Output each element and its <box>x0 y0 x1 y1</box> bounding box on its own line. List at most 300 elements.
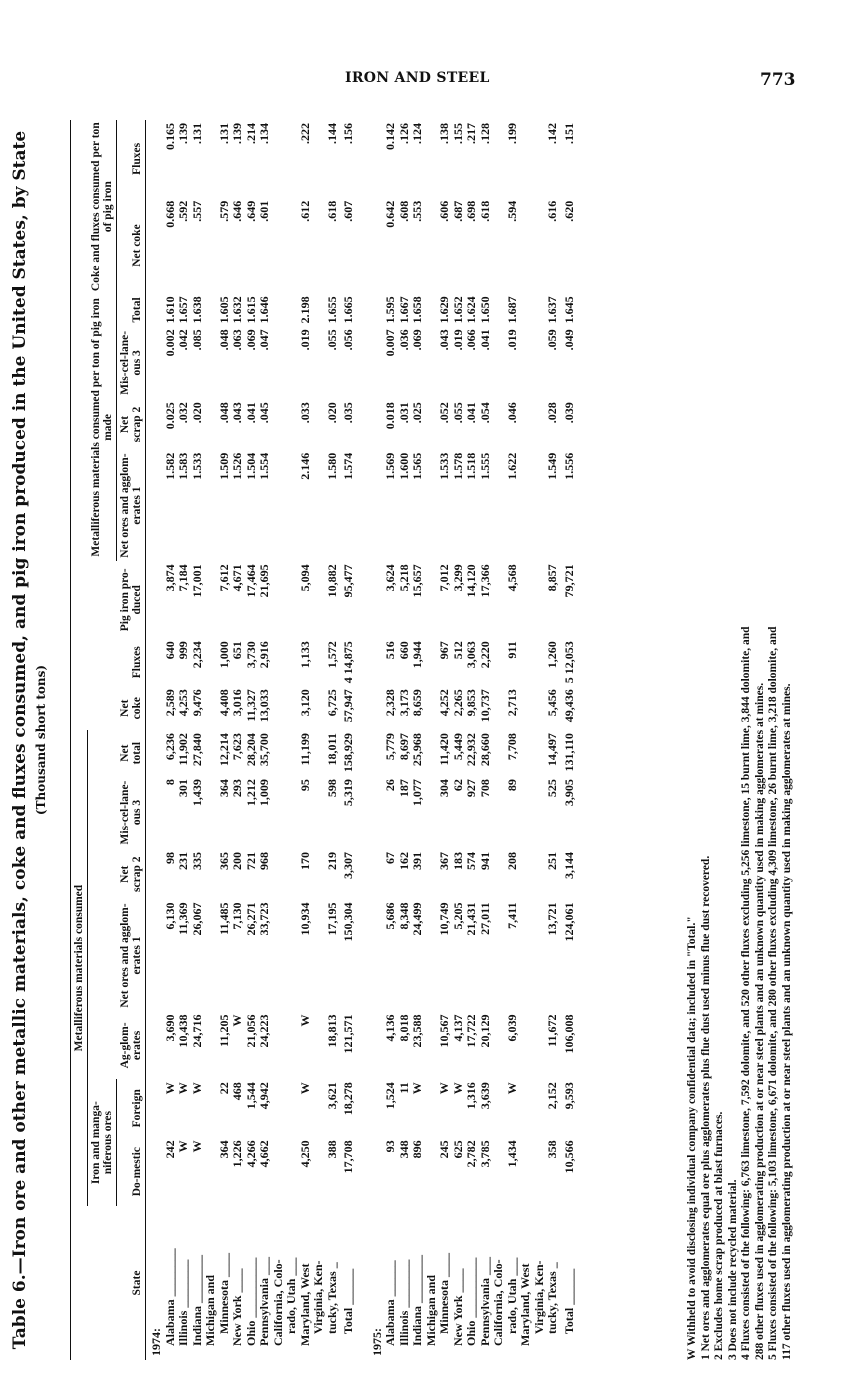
value-cell <box>492 900 506 1012</box>
value-cell <box>519 326 533 399</box>
value-cell: 2,234 <box>189 641 204 669</box>
value-cell: 27,011 <box>477 902 492 935</box>
footnote: W Withheld to avoid disclosing individual company confidential data; included in "Total." <box>686 916 698 1360</box>
value-cell: W <box>162 1082 177 1095</box>
value-cell <box>533 1012 547 1080</box>
value-cell: 1.600 <box>396 452 411 480</box>
value-cell: 1.582 <box>162 452 177 480</box>
table-row <box>533 120 547 1360</box>
value-cell <box>204 198 218 294</box>
value-cell: .616 <box>545 200 560 222</box>
value-cell <box>492 1079 506 1137</box>
value-cell: 10,737 <box>477 689 492 723</box>
state-cell: Virginia, Ken- <box>531 1260 546 1334</box>
value-cell: 1.554 <box>257 452 272 480</box>
value-cell: 0.018 <box>383 402 398 430</box>
table-row <box>258 120 272 1360</box>
value-cell: 2.146 <box>297 452 312 480</box>
value-cell <box>519 730 533 776</box>
total-value-cell: .056 <box>341 329 356 351</box>
value-cell: 14,120 <box>464 564 479 598</box>
value-cell <box>312 686 326 730</box>
value-cell: 17,722 <box>464 1014 479 1048</box>
value-cell: 6,725 <box>324 689 339 717</box>
state-cell: Illinois ________ <box>396 1259 411 1346</box>
state-cell: Minnesota ____ <box>216 1253 231 1334</box>
table-row <box>492 120 506 1360</box>
state-cell: Maryland, West <box>297 1263 312 1346</box>
value-cell <box>425 1012 439 1080</box>
value-cell: .019 <box>504 329 519 351</box>
value-cell: 1.580 <box>324 452 339 480</box>
table-row <box>312 120 326 1360</box>
value-cell: 1.569 <box>383 452 398 480</box>
value-cell: .025 <box>410 402 425 424</box>
state-cell: Virginia, Ken- <box>311 1260 326 1334</box>
value-cell <box>204 900 218 1012</box>
total-value-cell: 1.556 <box>561 452 576 480</box>
value-cell <box>425 1079 439 1137</box>
value-cell: 1,212 <box>243 779 258 807</box>
value-cell: 388 <box>324 1140 339 1159</box>
value-cell: 8,348 <box>396 902 411 930</box>
value-cell <box>272 450 286 562</box>
value-cell: 1.629 <box>437 296 452 324</box>
value-cell <box>519 900 533 1012</box>
total-value-cell: 9,593 <box>561 1082 576 1110</box>
table-row <box>479 120 493 1360</box>
value-cell: 9,853 <box>464 689 479 717</box>
value-cell: 11,672 <box>545 1014 560 1047</box>
value-cell: 7,708 <box>504 733 519 761</box>
value-cell <box>533 399 547 450</box>
value-cell: 20,129 <box>477 1014 492 1048</box>
group-iron-ores: Iron and manga-niferous ores <box>88 1079 117 1206</box>
table-header <box>71 120 146 1360</box>
value-cell <box>492 120 506 198</box>
col-net-total: Net total <box>119 741 144 765</box>
value-cell: 62 <box>450 779 465 792</box>
state-cell: New York ____ <box>450 1268 465 1346</box>
value-cell <box>425 399 439 450</box>
value-cell: .059 <box>545 329 560 351</box>
value-cell <box>312 849 326 900</box>
value-cell: .199 <box>504 123 519 144</box>
state-cell: Indiana ________ <box>189 1254 204 1346</box>
value-cell: 7,130 <box>230 902 245 930</box>
value-cell: 1.555 <box>477 452 492 480</box>
value-cell: 8 <box>162 779 177 786</box>
value-cell: 1,524 <box>383 1082 398 1110</box>
value-cell: 35,700 <box>257 733 272 767</box>
value-cell: 640 <box>162 641 177 660</box>
value-cell: 4,568 <box>504 564 519 592</box>
value-cell: 525 <box>545 779 560 798</box>
col-pt-misc: Mis-cel-lane-ous 3 <box>119 330 144 395</box>
value-cell: 242 <box>162 1140 177 1159</box>
value-cell: 1,226 <box>230 1140 245 1168</box>
col-agglomerates: Ag-glom-erates <box>119 1022 144 1069</box>
value-cell: W <box>176 1082 191 1095</box>
value-cell <box>519 450 533 562</box>
footnote: 3 Does not include recycled material. <box>726 1179 739 1360</box>
value-cell: 3,874 <box>162 564 177 592</box>
value-cell: 26 <box>383 779 398 792</box>
total-value-cell: 3,307 <box>341 851 356 879</box>
value-cell: 11,327 <box>243 689 258 722</box>
year-row <box>146 120 164 1360</box>
value-cell <box>285 900 299 1012</box>
value-cell: .557 <box>189 200 204 222</box>
value-cell: 7,411 <box>504 902 519 929</box>
col-misc: Mis-cel-lane-ous 3 <box>119 780 144 845</box>
value-cell: .069 <box>243 329 258 351</box>
state-cell: tucky, Texas _ <box>324 1262 339 1334</box>
total-value-cell: .620 <box>561 200 576 222</box>
value-cell <box>533 120 547 198</box>
value-cell: .041 <box>464 402 479 424</box>
value-cell: .041 <box>243 402 258 424</box>
value-cell: 1.504 <box>243 452 258 480</box>
value-cell: 1,544 <box>243 1082 258 1110</box>
total-value-cell: 3,905 <box>561 779 576 807</box>
total-value-cell: 1.645 <box>561 296 576 324</box>
total-value-cell: 79,721 <box>561 564 576 598</box>
value-cell <box>425 776 439 849</box>
total-value-cell: 150,304 <box>341 902 356 942</box>
value-cell: 33,723 <box>257 902 272 936</box>
value-cell: .046 <box>504 402 519 424</box>
value-cell: 24,223 <box>257 1014 272 1048</box>
value-cell <box>312 293 326 326</box>
total-value-cell: 57,947 <box>341 689 356 723</box>
value-cell: 5,779 <box>383 733 398 761</box>
table-row <box>411 120 425 1360</box>
value-cell: 219 <box>324 851 339 870</box>
year-label: 1974: <box>149 1328 164 1356</box>
value-cell: 1,009 <box>257 779 272 807</box>
state-cell: Alabama ________ <box>162 1248 177 1346</box>
total-value-cell: 106,008 <box>561 1014 576 1054</box>
value-cell: 6,236 <box>162 733 177 761</box>
value-cell: W <box>410 1082 425 1095</box>
value-cell: 2,916 <box>257 641 272 669</box>
value-cell <box>519 1137 533 1206</box>
value-cell: 24,716 <box>189 1014 204 1048</box>
value-cell <box>533 776 547 849</box>
value-cell <box>519 686 533 730</box>
value-cell: 17,195 <box>324 902 339 936</box>
value-cell <box>204 776 218 849</box>
col-pig-iron: Pig iron pro-duced <box>119 568 144 632</box>
spacer-row <box>359 120 367 1360</box>
rotated-table-region <box>10 120 793 1360</box>
state-cell: California, Colo- <box>491 1259 506 1346</box>
value-cell: 89 <box>504 779 519 792</box>
value-cell <box>285 293 299 326</box>
value-cell <box>285 686 299 730</box>
value-cell <box>312 1012 326 1080</box>
value-cell: 17,366 <box>477 564 492 598</box>
value-cell <box>312 638 326 686</box>
value-cell: 1.650 <box>477 296 492 324</box>
value-cell <box>312 326 326 399</box>
value-cell: W <box>297 1014 312 1027</box>
value-cell: 708 <box>477 779 492 798</box>
value-cell: 21,695 <box>257 564 272 598</box>
value-cell <box>285 198 299 294</box>
value-cell: 10,567 <box>437 1014 452 1048</box>
value-cell <box>492 293 506 326</box>
value-cell <box>425 198 439 294</box>
value-cell <box>312 120 326 198</box>
value-cell <box>533 1079 547 1137</box>
value-cell: 24,499 <box>410 902 425 936</box>
value-cell: .139 <box>176 123 191 144</box>
table-row <box>519 120 533 1360</box>
value-cell: 4,137 <box>450 1014 465 1042</box>
value-cell: 304 <box>437 779 452 798</box>
value-cell: 7,612 <box>216 564 231 592</box>
value-cell: 1,434 <box>504 1140 519 1168</box>
value-cell: .069 <box>410 329 425 351</box>
value-cell <box>492 686 506 730</box>
value-cell: 5,449 <box>450 733 465 761</box>
footnote: 117 other fluxes used in agglomerating production at or near steel plants and an unknown quantity used in making agglomerates at mines. <box>780 683 793 1360</box>
value-cell: .606 <box>437 200 452 222</box>
value-cell: .052 <box>437 402 452 424</box>
value-cell: 516 <box>383 641 398 660</box>
total-value-cell: .035 <box>341 402 356 424</box>
value-cell: W <box>450 1082 465 1095</box>
value-cell: 3,016 <box>230 689 245 717</box>
value-cell: .048 <box>216 329 231 351</box>
table-subtitle: (Thousand short tons) <box>34 664 48 816</box>
value-cell: 2,328 <box>383 689 398 717</box>
total-value-cell: 5,319 <box>341 779 356 807</box>
value-cell: 8,659 <box>410 689 425 717</box>
value-cell <box>492 1137 506 1206</box>
value-cell <box>492 638 506 686</box>
value-cell <box>285 776 299 849</box>
value-cell <box>492 1012 506 1080</box>
value-cell: 2,713 <box>504 689 519 717</box>
value-cell: 3,639 <box>477 1082 492 1110</box>
footnotes <box>686 120 794 1360</box>
table-row <box>384 120 398 1360</box>
state-cell: New York ____ <box>230 1268 245 1346</box>
total-value-cell: 131,110 <box>561 733 576 772</box>
value-cell <box>272 198 286 294</box>
value-cell: 17,464 <box>243 564 258 598</box>
value-cell: 1.687 <box>504 296 519 324</box>
value-cell: 18,813 <box>324 1014 339 1048</box>
value-cell <box>204 120 218 198</box>
value-cell <box>492 730 506 776</box>
table-row <box>285 120 299 1360</box>
value-cell <box>312 1079 326 1137</box>
value-cell: .618 <box>477 200 492 222</box>
value-cell <box>272 776 286 849</box>
value-cell <box>285 849 299 900</box>
value-cell: 3,621 <box>324 1082 339 1110</box>
value-cell: .592 <box>176 200 191 222</box>
value-cell: 4,252 <box>437 689 452 717</box>
value-cell: 1.615 <box>243 296 258 324</box>
value-cell: 367 <box>437 851 452 870</box>
value-cell: 11,485 <box>216 902 231 935</box>
value-cell: 1.646 <box>257 296 272 324</box>
footnote: 1 Net ores and agglomerates equal ore plus agglomerates plus flue dust used minus flue dust recovered. <box>699 855 712 1360</box>
value-cell <box>312 1137 326 1206</box>
value-cell: 5,456 <box>545 689 560 717</box>
value-cell: 1,439 <box>189 779 204 807</box>
value-cell: W <box>176 1140 191 1153</box>
total-value-cell: .607 <box>341 200 356 222</box>
state-cell: tucky, Texas _ <box>545 1262 560 1334</box>
value-cell: 251 <box>545 851 560 870</box>
table-row <box>438 120 452 1360</box>
value-cell: .043 <box>230 402 245 424</box>
value-cell: 21,431 <box>464 902 479 936</box>
value-cell <box>285 450 299 562</box>
value-cell: .618 <box>324 200 339 222</box>
value-cell: 1.658 <box>410 296 425 324</box>
group-per-ton: Metalliferous materials consumed per ton of pig iron made <box>71 293 117 561</box>
value-cell <box>272 1137 286 1206</box>
value-cell <box>204 561 218 638</box>
value-cell <box>425 686 439 730</box>
value-cell <box>533 638 547 686</box>
value-cell: 8,018 <box>396 1014 411 1042</box>
value-cell <box>312 776 326 849</box>
year-label: 1975: <box>369 1328 384 1356</box>
value-cell: 11,902 <box>176 733 191 766</box>
value-cell <box>272 1012 286 1080</box>
value-cell <box>533 198 547 294</box>
value-cell: 1.632 <box>230 296 245 324</box>
value-cell: .055 <box>324 329 339 351</box>
value-cell: .031 <box>396 402 411 424</box>
value-cell: 8,857 <box>545 564 560 592</box>
value-cell: .020 <box>189 402 204 424</box>
value-cell: 0.142 <box>383 123 398 150</box>
value-cell <box>519 399 533 450</box>
value-cell: .032 <box>176 402 191 424</box>
value-cell: 574 <box>464 851 479 870</box>
total-value-cell: 5 12,053 <box>561 641 576 684</box>
total-value-cell: 1.574 <box>341 452 356 480</box>
value-cell <box>204 450 218 562</box>
state-cell: Ohio __________ <box>464 1257 479 1346</box>
value-cell: 183 <box>450 851 465 870</box>
value-cell: 15,657 <box>410 564 425 598</box>
year-row <box>367 120 385 1360</box>
value-cell: 13,721 <box>545 902 560 936</box>
table-row <box>452 120 466 1360</box>
state-cell: rado, Utah ___ <box>284 1257 299 1334</box>
value-cell: .047 <box>257 329 272 351</box>
value-cell: 1.610 <box>162 296 177 324</box>
value-cell <box>533 326 547 399</box>
value-cell: .128 <box>477 123 492 144</box>
value-cell <box>425 293 439 326</box>
value-cell: .131 <box>216 123 231 144</box>
value-cell <box>285 1137 299 1206</box>
value-cell <box>272 849 286 900</box>
value-cell: .020 <box>324 402 339 424</box>
value-cell: 1,316 <box>464 1082 479 1110</box>
value-cell: .019 <box>450 329 465 351</box>
value-cell <box>425 450 439 562</box>
value-cell <box>533 686 547 730</box>
value-cell: 293 <box>230 779 245 798</box>
value-cell <box>519 561 533 638</box>
group-metalliferous: Metalliferous materials consumed <box>71 730 88 1206</box>
value-cell: 1,572 <box>324 641 339 669</box>
value-cell: 0.668 <box>162 200 177 228</box>
value-cell: .063 <box>230 329 245 351</box>
value-cell: 301 <box>176 779 191 798</box>
value-cell: 927 <box>464 779 479 798</box>
value-cell: .048 <box>216 402 231 424</box>
value-cell <box>425 900 439 1012</box>
total-row <box>560 120 580 1360</box>
value-cell: 208 <box>504 851 519 870</box>
table-row <box>546 120 560 1360</box>
value-cell: 967 <box>437 641 452 660</box>
value-cell: .124 <box>410 123 425 144</box>
state-cell: California, Colo- <box>270 1259 285 1346</box>
value-cell <box>285 399 299 450</box>
col-pt-net-ores: Net ores and agglom-erates 1 <box>119 453 144 558</box>
value-cell: .085 <box>189 329 204 351</box>
value-cell: 187 <box>396 779 411 798</box>
value-cell: 941 <box>477 851 492 870</box>
value-cell <box>492 776 506 849</box>
value-cell: 364 <box>216 1140 231 1159</box>
value-cell: 1.605 <box>216 296 231 324</box>
value-cell: .139 <box>230 123 245 144</box>
col-domestic: Do-mestic <box>131 1147 144 1197</box>
value-cell: 1.526 <box>230 452 245 480</box>
value-cell: 13,033 <box>257 689 272 723</box>
page-number: 773 <box>760 70 796 90</box>
table-row <box>272 120 286 1360</box>
value-cell: 200 <box>230 851 245 870</box>
value-cell: 1.638 <box>189 296 204 324</box>
value-cell <box>204 849 218 900</box>
value-cell <box>204 1012 218 1080</box>
value-cell: .054 <box>477 402 492 424</box>
value-cell: 95 <box>297 779 312 792</box>
value-cell <box>272 120 286 198</box>
col-cf-fluxes: Fluxes <box>131 142 144 175</box>
value-cell: 11,369 <box>176 902 191 935</box>
value-cell: W <box>297 1082 312 1095</box>
value-cell: 26,067 <box>189 902 204 936</box>
value-cell: 4,253 <box>176 689 191 717</box>
value-cell <box>425 849 439 900</box>
value-cell: 3,785 <box>477 1140 492 1168</box>
value-cell <box>312 399 326 450</box>
total-value-cell: 1.665 <box>341 296 356 324</box>
table-row <box>398 120 412 1360</box>
value-cell: 1.509 <box>216 452 231 480</box>
value-cell: 11,420 <box>437 733 452 766</box>
value-cell: .155 <box>450 123 465 144</box>
table-row <box>506 120 520 1360</box>
